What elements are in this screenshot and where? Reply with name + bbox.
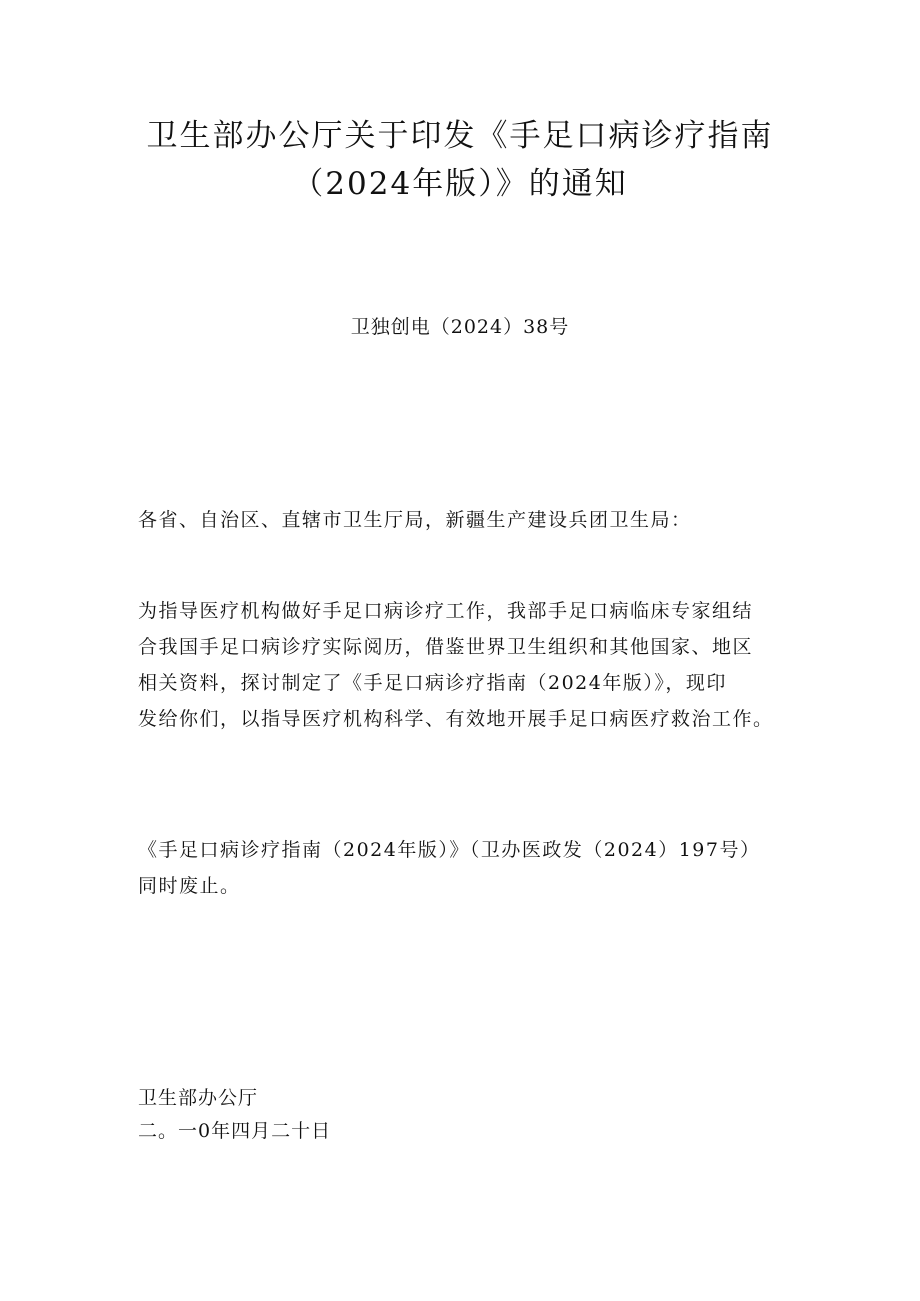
addressee xyxy=(138,502,788,538)
signature-date: 二。一0年四月二十日 xyxy=(138,1120,332,1142)
body-paragraph-1-line: 相关资料，探讨制定了《手足口病诊疗指南（2024年版）》，现印 xyxy=(138,672,727,694)
body-paragraph-2 xyxy=(138,832,788,904)
document-title-line-1: 卫生部办公厅关于印发《手足口病诊疗指南 xyxy=(146,118,774,154)
body-paragraph-1 xyxy=(138,593,788,737)
addressee-text: 各省、自治区、直辖市卫生厅局，新疆生产建设兵团卫生局： xyxy=(138,509,692,531)
body-paragraph-2-line: 《手足口病诊疗指南（2024年版）》（卫办医政发（2024）197号） xyxy=(138,839,761,861)
body-paragraph-1-line: 为指导医疗机构做好手足口病诊疗工作，我部手足口病临床专家组结 xyxy=(138,600,754,622)
document-title-line-2: （2024年版）》的通知 xyxy=(292,166,628,202)
body-paragraph-1-line: 合我国手足口病诊疗实际阅历，借鉴世界卫生组织和其他国家、地区 xyxy=(138,636,754,658)
signature-organization: 卫生部办公厅 xyxy=(138,1087,259,1109)
body-paragraph-2-line: 同时废止。 xyxy=(138,875,241,897)
body-paragraph-1-line: 发给你们，以指导医疗机构科学、有效地开展手足口病医疗救治工作。 xyxy=(138,708,774,730)
document-number: 卫独创电（2024）38号 xyxy=(350,316,570,338)
